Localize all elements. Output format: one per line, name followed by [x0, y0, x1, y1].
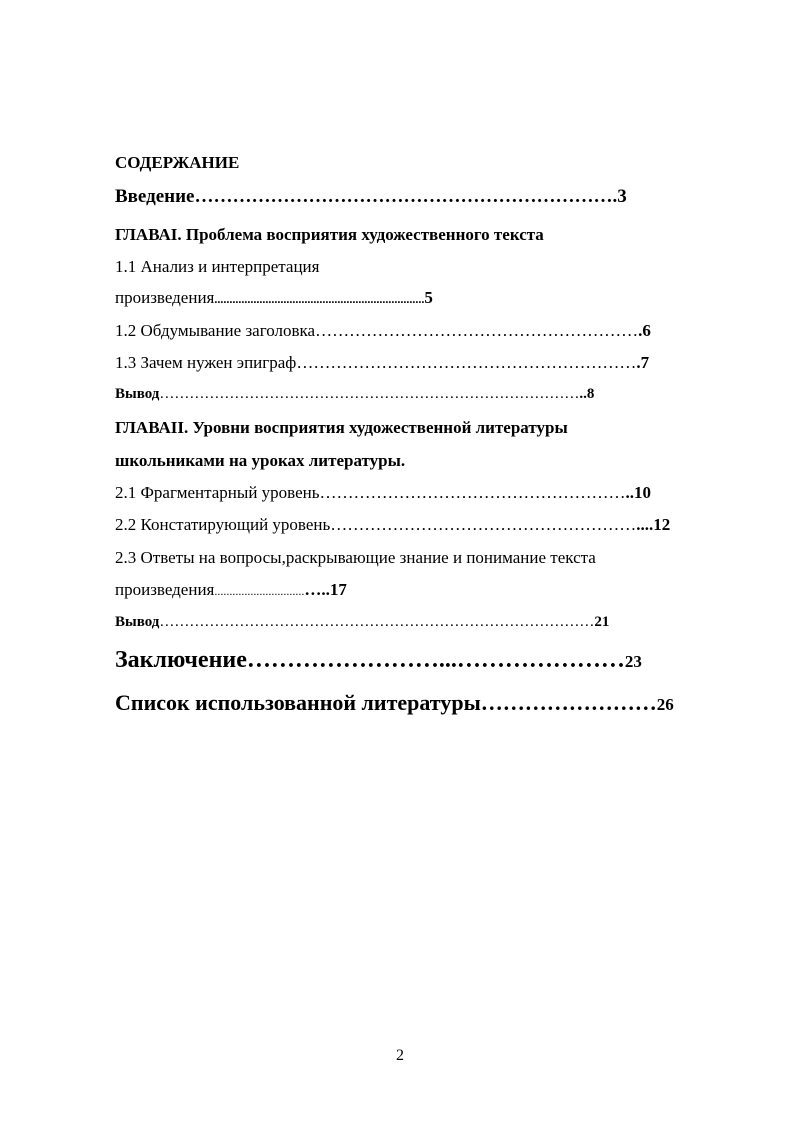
toc-heading-text: СОДЕРЖАНИЕ	[115, 153, 240, 172]
toc-leader-dots: ………………………………………………	[319, 483, 626, 502]
toc-entry-title: произведения	[115, 580, 215, 599]
toc-page-number: ....12	[636, 515, 671, 534]
toc-entry-title: 2.3 Ответы на вопросы,раскрывающие знание и понимание текста	[115, 548, 596, 567]
toc-leader-dots: …………………………………………………………	[194, 186, 613, 207]
toc-entry-chapter2-line1	[115, 419, 568, 436]
toc-entry-title: Список использованной литературы	[115, 690, 481, 715]
toc-leader-dots: ......................................................................	[214, 292, 425, 306]
toc-entry-2-3-line1	[115, 549, 596, 566]
toc-leader-dots: ……………………………………………………	[296, 353, 637, 372]
toc-entry-title: Введение	[115, 186, 195, 207]
toc-entry-1-2	[115, 322, 651, 339]
toc-entry-title: 1.1 Анализ и интерпретация	[115, 257, 320, 276]
toc-leader-dots: ………………………………………………	[330, 515, 637, 534]
toc-leader-dots: …………………………………………………………………………	[159, 386, 580, 402]
toc-page-number: 5	[424, 288, 433, 307]
toc-page-number: .3	[612, 186, 627, 207]
toc-entry-1-1-line1	[115, 258, 319, 275]
toc-entry-chapter1	[115, 226, 544, 243]
page-number: 2	[396, 1047, 404, 1064]
toc-entry-title: Вывод	[115, 386, 160, 402]
toc-entry-2-2	[115, 516, 670, 533]
toc-entry-title: ГЛАВАI. Проблема восприятия художественного текста	[115, 225, 544, 244]
toc-leader-dots: ……………………...…………………	[246, 647, 625, 673]
toc-entry-title: 1.3 Зачем нужен эпиграф	[115, 353, 297, 372]
toc-leader-dots: ……………………………………………………………………………	[159, 614, 595, 630]
toc-page-number: ..8	[579, 386, 595, 402]
toc-entry-final-conclusion	[115, 648, 642, 672]
toc-leader-dots-bold: …..	[304, 580, 330, 599]
toc-entry-2-1	[115, 484, 651, 501]
toc-entry-title: ГЛАВАII. Уровни восприятия художественной литературы	[115, 418, 568, 437]
toc-entry-title: 1.2 Обдумывание заголовка	[115, 321, 316, 340]
toc-entry-title: 2.2 Констатирующий уровень	[115, 515, 331, 534]
toc-page-number: .6	[638, 321, 651, 340]
toc-entry-conclusion-2	[115, 615, 609, 630]
toc-entry-chapter2-line2	[115, 452, 405, 469]
toc-entry-title: произведения	[115, 288, 215, 307]
toc-page-number: .7	[636, 353, 650, 372]
toc-entry-references	[115, 692, 674, 714]
toc-entry-1-3	[115, 354, 649, 371]
toc-leader-dots: …………………………………………………	[315, 321, 639, 340]
toc-heading	[115, 154, 239, 171]
toc-entry-1-1-line2	[115, 289, 433, 306]
toc-entry-title: Заключение	[115, 647, 247, 673]
toc-entry-intro	[115, 187, 627, 206]
toc-page-number: 21	[594, 614, 610, 630]
toc-page-number: ..10	[625, 483, 651, 502]
toc-entry-title: Вывод	[115, 614, 160, 630]
toc-entry-title: 2.1 Фрагментарный уровень	[115, 483, 320, 502]
toc-entry-title: школьниками на уроках литературы.	[115, 451, 406, 470]
toc-entry-2-3-line2	[115, 581, 347, 598]
toc-entry-conclusion-1	[115, 387, 594, 402]
toc-page-number: 17	[329, 580, 347, 599]
toc-page-number: 23	[624, 652, 642, 671]
toc-page-number: 26	[656, 695, 674, 714]
toc-leader-dots: ..............................	[214, 584, 305, 598]
toc-leader-dots: ……………………	[480, 690, 657, 715]
